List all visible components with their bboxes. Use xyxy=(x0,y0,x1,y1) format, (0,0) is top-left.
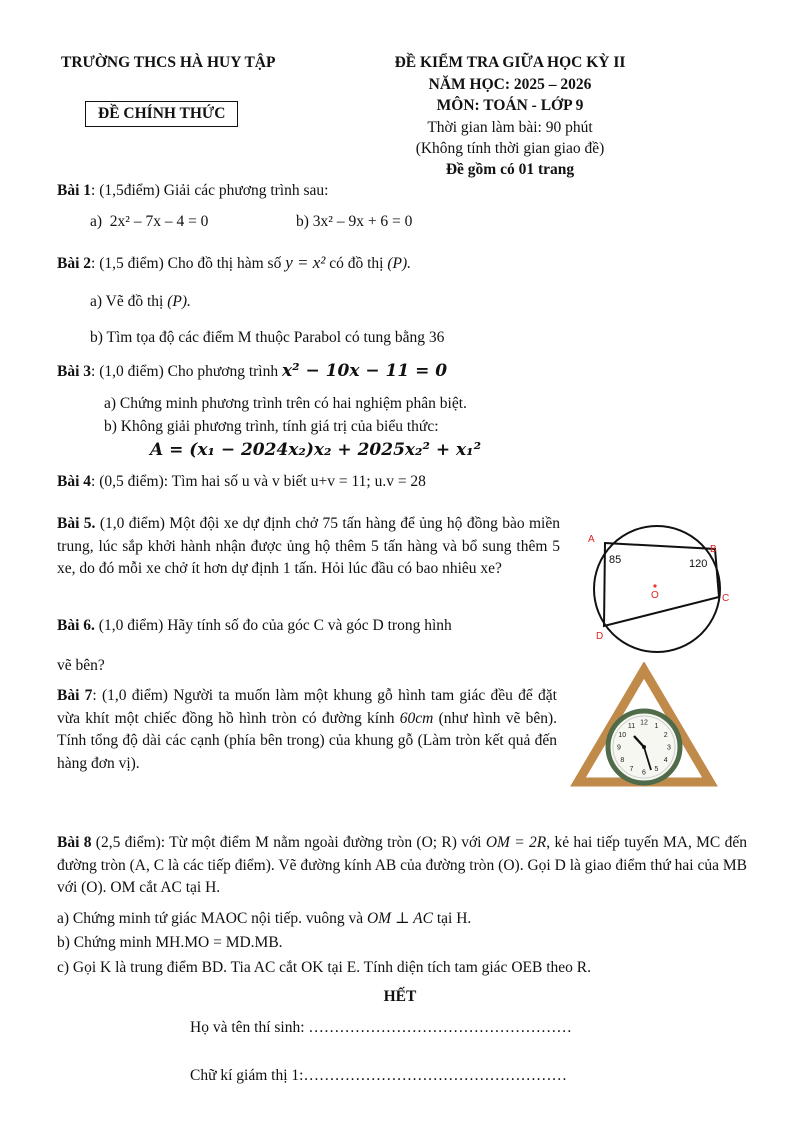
clock-numeral: 2 xyxy=(663,732,668,739)
problem-1-label: Bài 1 xyxy=(57,182,92,199)
problem-2a xyxy=(90,293,191,311)
clock-triangle-figure xyxy=(570,662,718,788)
problem-3-label: Bài 3 xyxy=(57,363,92,380)
problem-8 xyxy=(57,832,747,900)
problem-2-text2: có đồ thị xyxy=(329,255,384,272)
clock-numeral: 8 xyxy=(620,757,625,764)
problem-6-cont: vẽ bên? xyxy=(57,657,105,674)
problem-3-eq: x² − 10x − 11 = 0 xyxy=(282,361,448,381)
problem-5-label: Bài 5. xyxy=(57,515,96,532)
problem-8-text2: , kẻ hai tiếp tuyến MA, MC đến đường tròn (A, C là các tiếp điểm). Vẽ đường kính AB của đường tròn (O). Gọi D là giao điểm thứ hai của MB với (O). OM cắt AC tại H. xyxy=(57,834,747,896)
angle-a-label: 85 xyxy=(609,554,622,566)
problem-1a-eq: 2x² – 7x – 4 = 0 xyxy=(109,213,209,230)
problem-6-text: (1,0 điểm) Hãy tính số đo của góc C và góc D trong hình xyxy=(94,617,452,634)
problem-3-expression: A = (x₁ − 2024x₂)x₂ + 2025x₂² + x₁² xyxy=(150,440,482,460)
problem-8a-cond: OM ⊥ AC xyxy=(366,910,433,927)
quadrilateral-abcd xyxy=(604,543,719,626)
problem-2b: b) Tìm tọa độ các điểm M thuộc Parabol có tung bằng 36 xyxy=(90,329,445,346)
problem-8c: c) Gọi K là trung điểm BD. Tia AC cắt OK tại E. Tính diện tích tam giác OEB theo R. xyxy=(57,959,591,976)
clock-numeral: 3 xyxy=(667,744,671,752)
problem-1b xyxy=(296,213,412,231)
clock-numeral: 4 xyxy=(663,757,668,764)
clock-numeral: 7 xyxy=(629,766,634,774)
school-year: NĂM HỌC: 2025 – 2026 xyxy=(428,76,592,93)
problem-2-func: y = x² xyxy=(285,253,326,272)
page-count: Đề gồm có 01 trang xyxy=(445,161,575,178)
center-point xyxy=(653,584,656,587)
official-label: ĐỀ CHÍNH THỨC xyxy=(85,101,238,127)
problem-2-graph: (P). xyxy=(387,255,412,272)
exam-title: ĐỀ KIỂM TRA GIỮA HỌC KỲ II xyxy=(394,54,626,71)
problem-8a-text1: a) Chứng minh tứ giác MAOC nội tiếp. vuông và xyxy=(57,910,367,927)
problem-7 xyxy=(57,685,557,775)
subject: MÔN: TOÁN - LỚP 9 xyxy=(436,97,584,114)
problem-8b: b) Chứng minh MH.MO = MD.MB. xyxy=(57,934,283,951)
problem-8a xyxy=(57,909,471,928)
problem-1b-label: b) xyxy=(296,213,309,230)
clock-numeral: 1 xyxy=(654,722,659,730)
problem-4 xyxy=(57,473,426,491)
vertex-a-label: A xyxy=(588,534,595,545)
inscribed-quadrilateral-figure xyxy=(585,525,735,655)
problem-8-condition: OM = 2R xyxy=(485,834,547,851)
problem-1-text: : (1,5điểm) Giải các phương trình sau: xyxy=(91,182,329,199)
clock-numeral: 11 xyxy=(627,722,636,730)
problem-6-label: Bài 6. xyxy=(57,617,95,634)
clock-pin xyxy=(642,745,646,749)
problem-1a-label: a) xyxy=(90,213,103,230)
angle-b-label: 120 xyxy=(689,558,708,570)
problem-3b: b) Không giải phương trình, tính giá trị của biểu thức: xyxy=(104,418,439,435)
problem-2a-graph: (P). xyxy=(167,293,191,310)
problem-7-text1: : (1,0 điểm) Người ta muốn làm một khung gỗ hình tam giác đều để đặt vừa khít một chiếc đồng hồ hình tròn có đường kính xyxy=(57,687,557,727)
problem-7-diameter: 60cm xyxy=(399,709,434,727)
problem-8a-text2: tại H. xyxy=(432,910,472,927)
school-name: TRƯỜNG THCS HÀ HUY TẬP xyxy=(61,54,276,71)
end-marker: HẾT xyxy=(383,988,417,1005)
invigilator-signature-line: Chữ kí giám thị 1:…………………………………………… xyxy=(190,1067,567,1084)
problem-1b-eq: 3x² – 9x + 6 = 0 xyxy=(312,213,413,230)
clock-numeral: 12 xyxy=(640,719,648,727)
clock-numeral: 10 xyxy=(618,732,627,739)
problem-2-text: : (1,5 điểm) Cho đồ thị hàm số xyxy=(91,255,282,272)
problem-2-label: Bài 2 xyxy=(57,255,92,272)
problem-5 xyxy=(57,513,560,581)
problem-6 xyxy=(57,617,452,635)
problem-3-text: : (1,0 điểm) Cho phương trình xyxy=(91,363,279,380)
problem-5-text: (1,0 điểm) Một đội xe dự định chở 75 tấn hàng để ủng hộ đồng bào miền trung, lúc sắp khởi hành nhận được ủng hộ thêm 5 tấn hàng và bổ sung thêm 5 xe, do đó mỗi xe chở ít hơn dự định 1 tấn. Hỏi lúc đầu có bao nhiêu xe? xyxy=(57,515,560,577)
clock-numeral: 5 xyxy=(654,766,659,774)
problem-2 xyxy=(57,253,411,273)
problem-4-label: Bài 4 xyxy=(57,473,92,490)
problem-7-label: Bài 7 xyxy=(57,687,93,704)
problem-1 xyxy=(57,182,328,200)
candidate-name-line: Họ và tên thí sinh: …………………………………………… xyxy=(190,1019,572,1036)
problem-3a: a) Chứng minh phương trình trên có hai nghiệm phân biệt. xyxy=(104,395,467,412)
problem-3 xyxy=(57,361,447,381)
duration: Thời gian làm bài: 90 phút xyxy=(427,119,593,136)
problem-8-label: Bài 8 xyxy=(57,834,92,851)
vertex-c-label: C xyxy=(722,593,730,604)
vertex-d-label: D xyxy=(596,631,604,642)
center-o-label: O xyxy=(651,590,659,601)
problem-4-text: : (0,5 điểm): Tìm hai số u và v biết u+v = 11; u.v = 28 xyxy=(91,473,426,490)
clock-numeral: 6 xyxy=(642,769,646,777)
problem-8-text1: (2,5 điểm): Từ một điểm M nằm ngoài đường tròn (O; R) với xyxy=(91,834,486,851)
clock-numeral: 9 xyxy=(617,744,621,752)
problem-7-text2: (như hình vẽ bên). Tính tổng độ dài các cạnh (phía bên trong) của khung gỗ (Làm tròn kết quả đến hàng đơn vị). xyxy=(57,709,557,772)
duration-note: (Không tính thời gian giao đề) xyxy=(415,140,605,157)
problem-1a xyxy=(90,213,208,231)
vertex-b-label: B xyxy=(710,544,717,555)
problem-2a-text: a) Vẽ đồ thị xyxy=(90,293,164,310)
